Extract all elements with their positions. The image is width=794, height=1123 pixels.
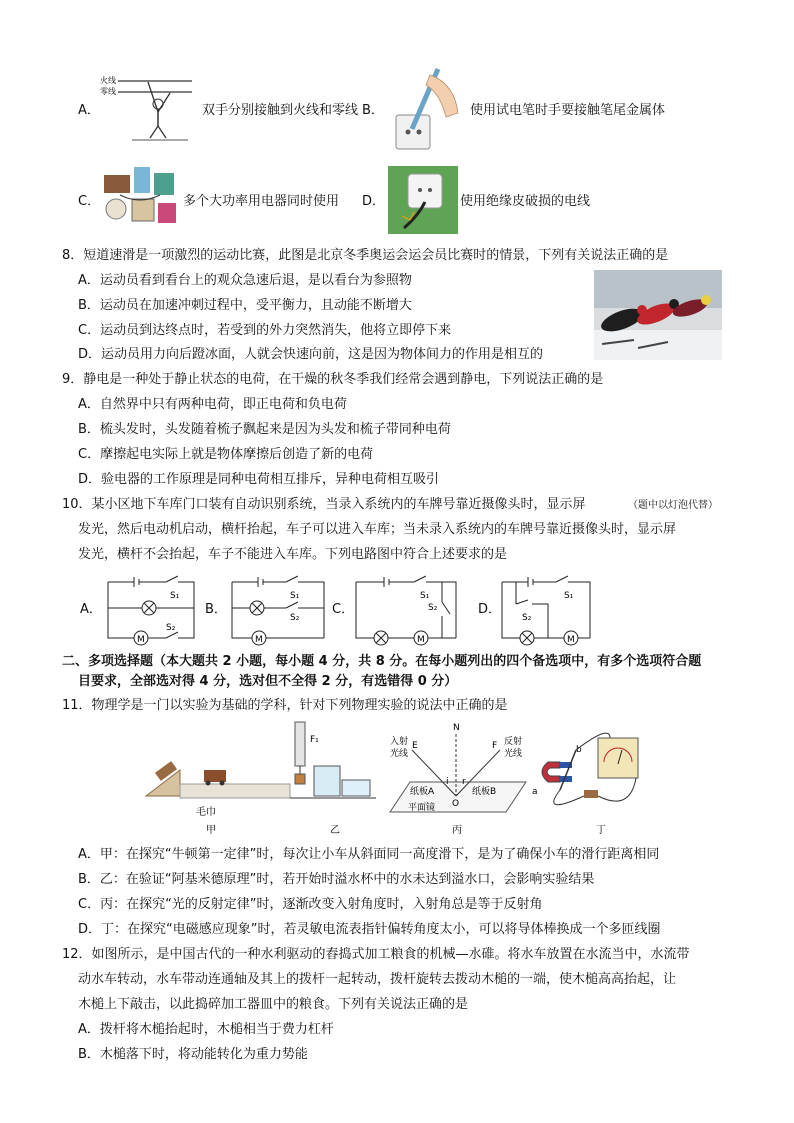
fig-incident2-label: 光线 (390, 749, 409, 759)
appliances-illustration (100, 165, 180, 231)
section-2-line2: 目要求，全部选对得 4 分，选对但不全得 2 分，有选错得 0 分） (78, 674, 458, 689)
fig-o-label: O (452, 799, 460, 809)
q11-option-b: B．乙：在验证“阿基米德原理”时，若开始时溢水杯中的水未达到溢水口，会影响实验结果 (78, 872, 595, 887)
q8-stem: 8．短道速滑是一项激烈的运动比赛，此图是北京冬季奥运会运会员比赛时的情景，下列有关说法正确的是 (62, 248, 669, 263)
fig-board-a-label: 纸板A (410, 787, 435, 797)
circuit-a-s2: S₂ (166, 623, 176, 633)
circuit-b-s1: S₁ (290, 591, 300, 601)
circuit-c-s1: S₁ (420, 591, 430, 601)
fig-mirror-label: 平面镜 (408, 803, 436, 813)
q12-stem-line1: 12．如图所示，是中国古代的一种水利驱动的舂捣式加工粮食的机械—水碓。将水车放置在水流当中，水流带 (62, 947, 690, 962)
fig-ding-label: 丁 (596, 825, 606, 836)
q7-d-text: 使用绝缘皮破损的电线 (460, 194, 591, 209)
fig-bing-label: 丙 (452, 825, 462, 836)
figure-jia (146, 761, 290, 836)
q12-option-b: B．木槌落下时，将动能转化为重力势能 (78, 1047, 308, 1062)
q10-stem-line1: 10．某小区地下车库门口装有自动识别系统，当录入系统内的车牌号靠近摄像头时，显示屏 (62, 497, 586, 512)
q9-option-b: B．梳头发时，头发随着梳子飘起来是因为头发和梳子带同种电荷 (78, 422, 451, 437)
fig-reflect-label: 反射 (504, 737, 523, 747)
q11-option-a: A．甲：在探究“牛顿第一定律”时，每次让小车从斜面同一高度滑下，是为了确保小车的滑行距离相同 (78, 847, 660, 862)
q7-a-letter: A． (78, 103, 100, 118)
q8-option-b: B．运动员在加速冲刺过程中，受平衡力，且动能不断增大 (78, 298, 412, 313)
circuit-b-diagram (228, 574, 328, 646)
test-pen-illustration (392, 63, 464, 153)
q9-option-a: A．自然界中只有两种电荷，即正电荷和负电荷 (78, 397, 347, 412)
q7-b-text: 使用试电笔时手要接触笔尾金属体 (470, 103, 666, 118)
q8-option-a: A．运动员看到看台上的观众急速后退，是以看台为参照物 (78, 273, 412, 288)
q7-c-letter: C． (78, 194, 101, 209)
q12-option-a: A．拨杆将木槌抬起时，木槌相当于费力杠杆 (78, 1022, 334, 1037)
fig-board-b-label: 纸板B (472, 787, 497, 797)
figure-ding (532, 733, 638, 836)
fig-f1-label: F₁ (310, 735, 319, 745)
circuit-d-motor: M (567, 635, 575, 645)
circuit-d-diagram (498, 574, 594, 646)
section-2-line1: 二、多项选择题（本大题共 2 小题，每小题 4 分，共 8 分。在每小题列出的四个备选项中，有多个选项符合题 (62, 654, 702, 669)
figure-yi (290, 722, 376, 836)
q11-option-c: C．丙：在探究“光的反射定律”时，逐渐改变入射角度时，入射角总是等于反射角 (78, 897, 543, 912)
circuit-c-s2: S₂ (428, 603, 438, 613)
q11-stem: 11．物理学是一门以实验为基础的学科，针对下列物理实验的说法中正确的是 (62, 698, 508, 713)
fig-towel-label: 毛巾 (196, 807, 216, 818)
fig-i-label: i (446, 777, 449, 787)
circuit-b-letter: B． (205, 602, 227, 617)
q10-stem-line2: 发光，然后电动机启动，横杆抬起，车子可以进入车库；当未录入系统内的车牌号靠近摄像头时，显示屏 (78, 522, 677, 537)
live-wire-label: 火线 (100, 76, 116, 85)
figure-bing (390, 723, 526, 836)
fig-f-label: F (492, 741, 498, 751)
q11-option-d: D．丁：在探究“电磁感应现象”时，若灵敏电流表指针偏转角度太小，可以将导体棒换成一个多匝线圈 (78, 922, 661, 937)
fig-r-label: r (462, 777, 466, 787)
fig-incident-label: 入射 (390, 737, 409, 747)
q9-stem: 9．静电是一种处于静止状态的电荷，在干燥的秋冬季我们经常会遇到静电，下列说法正确的是 (62, 372, 604, 387)
fig-n-label: N (453, 723, 460, 733)
q12-stem-line2: 动水车转动，水车带动连通轴及其上的拨杆一起转动，拨杆旋转去拨动木槌的一端，使木槌高高抬起，让 (78, 972, 677, 987)
electrocution-illustration (100, 72, 195, 144)
q8-option-c: C．运动员到达终点时，若受到的外力突然消失，他将立即停下来 (78, 323, 452, 338)
circuit-a-letter: A． (80, 602, 102, 617)
q10-stem-note: （题中以灯泡代替） (628, 500, 718, 511)
speed-skating-photo (594, 270, 722, 360)
circuit-a-s1: S₁ (170, 591, 180, 601)
fig-jia-label: 甲 (206, 825, 216, 836)
q9-option-d: D．验电器的工作原理是同种电荷相互排斥，异种电荷相互吸引 (78, 472, 440, 487)
circuit-d-letter: D． (478, 602, 502, 617)
q11-experiment-figures (140, 720, 660, 838)
neutral-wire-label: 零线 (100, 87, 116, 96)
q10-stem-line3: 发光，横杆不会抬起，车子不能进入车库。下列电路图中符合上述要求的是 (78, 547, 508, 562)
q7-a-text: 双手分别接触到火线和零线 (202, 103, 359, 118)
q7-d-letter: D． (362, 194, 386, 209)
damaged-wire-illustration (388, 166, 458, 234)
fig-b-label: b (576, 745, 582, 755)
circuit-b-s2: S₂ (290, 613, 300, 623)
q9-option-c: C．摩擦起电实际上就是物体摩擦后创造了新的电荷 (78, 447, 374, 462)
circuit-b-motor: M (255, 635, 263, 645)
fig-yi-label: 乙 (330, 825, 340, 836)
circuit-d-s2: S₂ (522, 613, 532, 623)
q7-b-letter: B． (362, 103, 384, 118)
fig-e-label: E (412, 741, 418, 751)
circuit-a-diagram (104, 574, 198, 646)
q7-c-text: 多个大功率用电器同时使用 (183, 194, 340, 209)
circuit-c-letter: C． (332, 602, 355, 617)
fig-a-label: a (532, 787, 538, 797)
q8-option-d: D．运动员用力向后蹬冰面，人就会快速向前，这是因为物体间力的作用是相互的 (78, 347, 544, 362)
circuit-c-motor: M (417, 635, 425, 645)
circuit-c-diagram (352, 574, 460, 646)
circuit-d-s1: S₁ (564, 591, 574, 601)
q12-stem-line3: 木槌上下敲击，以此捣碎加工器皿中的粮食。下列有关说法正确的是 (78, 997, 469, 1012)
fig-reflect2-label: 光线 (504, 749, 523, 759)
circuit-a-motor: M (137, 635, 145, 645)
